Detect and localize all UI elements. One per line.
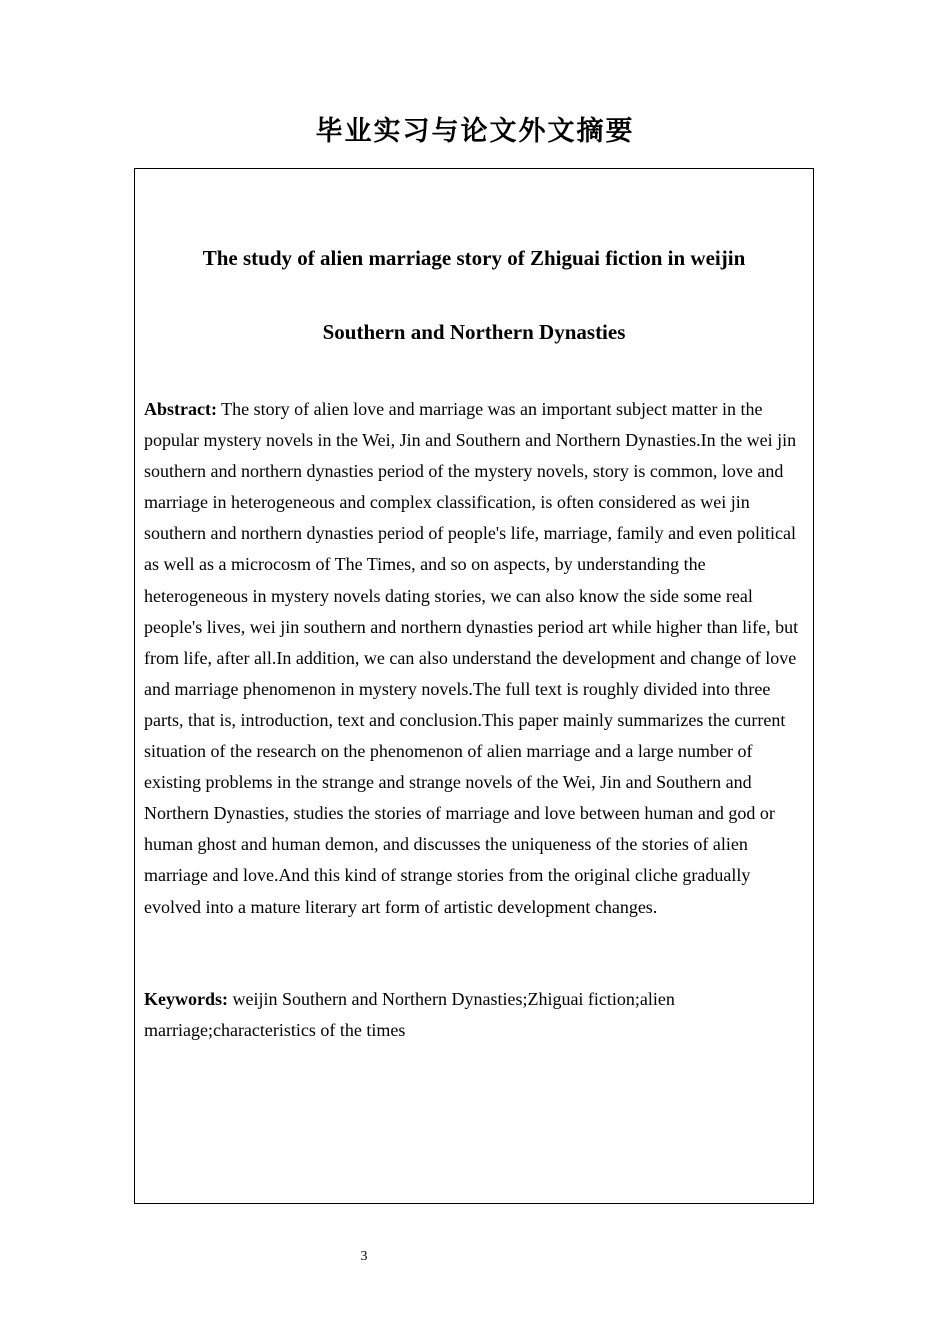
keywords-label: Keywords: xyxy=(144,989,228,1009)
page-heading: 毕业实习与论文外文摘要 xyxy=(315,116,635,147)
abstract-label: Abstract: xyxy=(144,399,217,419)
abstract-text: The story of alien love and marriage was an important subject matter in the popular mystery novels in the Wei, Jin and Southern and Northern Dynasties.In the wei jin southern and northern dynasties period of the mystery novels, story is common, love and marriage in heterogeneous and complex classification, is often considered as wei jin southern and northern dynasties period of people's life, marriage, family and even political as well as a microcosm of The Times, and so on aspects, by understanding the heterogeneous in mystery novels dating stories, we can also know the side some real people's lives, wei jin southern and northern dynasties period art while higher than life, but from life, after all.In addition, we can also understand the development and change of love and marriage phenomenon in mystery novels.The full text is roughly divided into three parts, that is, introduction, text and conclusion.This paper mainly summarizes the current situation of the research on the phenomenon of alien marriage and a large number of existing problems in the strange and strange novels of the Wei, Jin and Southern and Northern Dynasties, studies the stories of marriage and love between human and god or human ghost and human demon, and discusses the uniqueness of the stories of alien marriage and love.And this kind of strange stories from the original cliche gradually evolved into a mature literary art form of artistic development changes. xyxy=(144,399,799,917)
keywords-text: weijin Southern and Northern Dynasties;Zhiguai fiction;alien marriage;characteristics of the times xyxy=(144,989,675,1040)
page-number: 3 xyxy=(360,1249,368,1264)
abstract-frame xyxy=(134,168,814,1204)
abstract-paragraph xyxy=(144,394,807,923)
paper-title-line-1: The study of alien marriage story of Zhiguai fiction in weijin xyxy=(202,246,746,270)
paper-title xyxy=(135,221,813,369)
keywords-paragraph xyxy=(144,984,807,1046)
paper-title-line-2: Southern and Northern Dynasties xyxy=(322,320,626,344)
